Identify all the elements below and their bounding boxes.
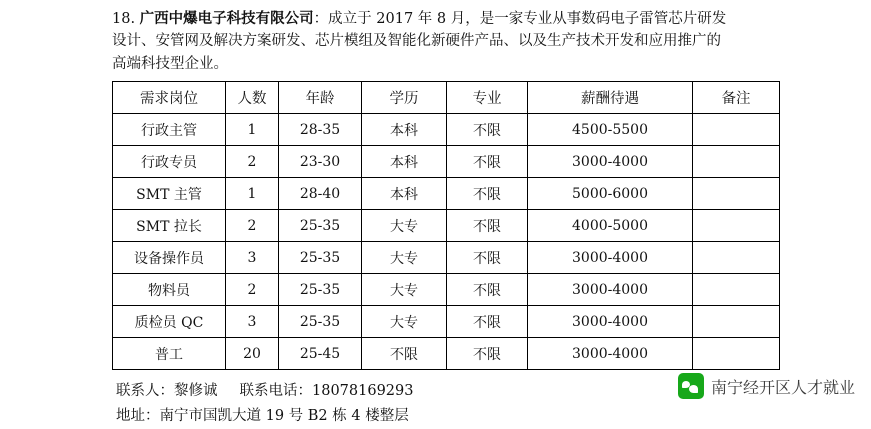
- contact-address-value: 南宁市国凯大道 19 号 B2 栋 4 楼整层: [159, 408, 409, 425]
- table-row: [113, 178, 780, 210]
- cell-education: 本科: [362, 178, 447, 210]
- cell-age: 25-35: [279, 210, 362, 242]
- cell-age: 25-35: [279, 242, 362, 274]
- cell-post: 行政主管: [113, 114, 226, 146]
- cell-education: 大专: [362, 210, 447, 242]
- cell-note: [693, 210, 780, 242]
- cell-note: [693, 306, 780, 338]
- column-header-major: 专业: [447, 82, 528, 114]
- watermark: [678, 373, 855, 399]
- watermark-label: 南宁经开区人才就业: [710, 377, 855, 397]
- cell-major: 不限: [447, 306, 528, 338]
- cell-post: 物料员: [113, 274, 226, 306]
- table-row: [113, 114, 780, 146]
- cell-major: 不限: [447, 338, 528, 370]
- company-name: 广西中爆电子科技有限公司: [139, 10, 314, 27]
- cell-major: 不限: [447, 274, 528, 306]
- cell-count: 2: [226, 146, 279, 178]
- cell-count: 2: [226, 210, 279, 242]
- cell-major: 不限: [447, 242, 528, 274]
- cell-salary: 3000-4000: [528, 338, 693, 370]
- item-number: 18.: [112, 11, 136, 27]
- intro-line-3: 高端科技型企业。: [112, 55, 228, 72]
- company-intro-paragraph: [112, 8, 853, 75]
- cell-salary: 4500-5500: [528, 114, 693, 146]
- cell-count: 1: [226, 114, 279, 146]
- contact-line-address: [116, 404, 853, 429]
- cell-note: [693, 338, 780, 370]
- cell-education: 大专: [362, 242, 447, 274]
- column-header-count: 人数: [226, 82, 279, 114]
- table-row: [113, 210, 780, 242]
- cell-post: SMT 拉长: [113, 210, 226, 242]
- column-header-age: 年龄: [279, 82, 362, 114]
- table-row: [113, 274, 780, 306]
- cell-post: 质检员 QC: [113, 306, 226, 338]
- intro-line-1: ：成立于 2017 年 8 月，是一家专业从事数码电子雷管芯片研发: [313, 11, 727, 27]
- cell-post: 行政专员: [113, 146, 226, 178]
- cell-education: 大专: [362, 274, 447, 306]
- cell-major: 不限: [447, 146, 528, 178]
- cell-salary: 3000-4000: [528, 274, 693, 306]
- cell-education: 本科: [362, 114, 447, 146]
- column-header-note: 备注: [693, 82, 780, 114]
- cell-post: 普工: [113, 338, 226, 370]
- cell-education: 不限: [362, 338, 447, 370]
- cell-salary: 3000-4000: [528, 242, 693, 274]
- cell-age: 28-40: [279, 178, 362, 210]
- contact-person-label: 联系人：: [116, 383, 174, 400]
- wechat-logo-icon: [678, 373, 704, 399]
- cell-age: 25-35: [279, 274, 362, 306]
- cell-salary: 3000-4000: [528, 146, 693, 178]
- cell-salary: 4000-5000: [528, 210, 693, 242]
- cell-major: 不限: [447, 114, 528, 146]
- table-header-row: [113, 82, 780, 114]
- contact-phone-label: 联系电话：: [239, 383, 312, 400]
- cell-education: 大专: [362, 306, 447, 338]
- table-row: [113, 242, 780, 274]
- cell-note: [693, 242, 780, 274]
- cell-count: 20: [226, 338, 279, 370]
- cell-age: 25-35: [279, 306, 362, 338]
- contact-phone-value: 18078169293: [312, 383, 414, 400]
- intro-line-2: 设计、安管网及解决方案研发、芯片模组及智能化新硬件产品、以及生产技术开发和应用推广的: [112, 33, 721, 50]
- cell-note: [693, 114, 780, 146]
- cell-post: 设备操作员: [113, 242, 226, 274]
- column-header-salary: 薪酬待遇: [528, 82, 693, 114]
- table-row: [113, 306, 780, 338]
- cell-age: 28-35: [279, 114, 362, 146]
- cell-salary: 5000-6000: [528, 178, 693, 210]
- cell-age: 23-30: [279, 146, 362, 178]
- cell-salary: 3000-4000: [528, 306, 693, 338]
- table-row: [113, 338, 780, 370]
- cell-major: 不限: [447, 210, 528, 242]
- cell-age: 25-45: [279, 338, 362, 370]
- cell-note: [693, 146, 780, 178]
- cell-count: 1: [226, 178, 279, 210]
- contact-person-value: 黎修诚: [174, 383, 218, 400]
- cell-count: 2: [226, 274, 279, 306]
- table-row: [113, 146, 780, 178]
- cell-post: SMT 主管: [113, 178, 226, 210]
- cell-major: 不限: [447, 178, 528, 210]
- cell-education: 本科: [362, 146, 447, 178]
- cell-count: 3: [226, 242, 279, 274]
- cell-note: [693, 274, 780, 306]
- cell-note: [693, 178, 780, 210]
- contact-address-label: 地址：: [116, 408, 160, 425]
- job-requirements-table: [112, 81, 780, 370]
- cell-count: 3: [226, 306, 279, 338]
- column-header-education: 学历: [362, 82, 447, 114]
- column-header-post: 需求岗位: [113, 82, 226, 114]
